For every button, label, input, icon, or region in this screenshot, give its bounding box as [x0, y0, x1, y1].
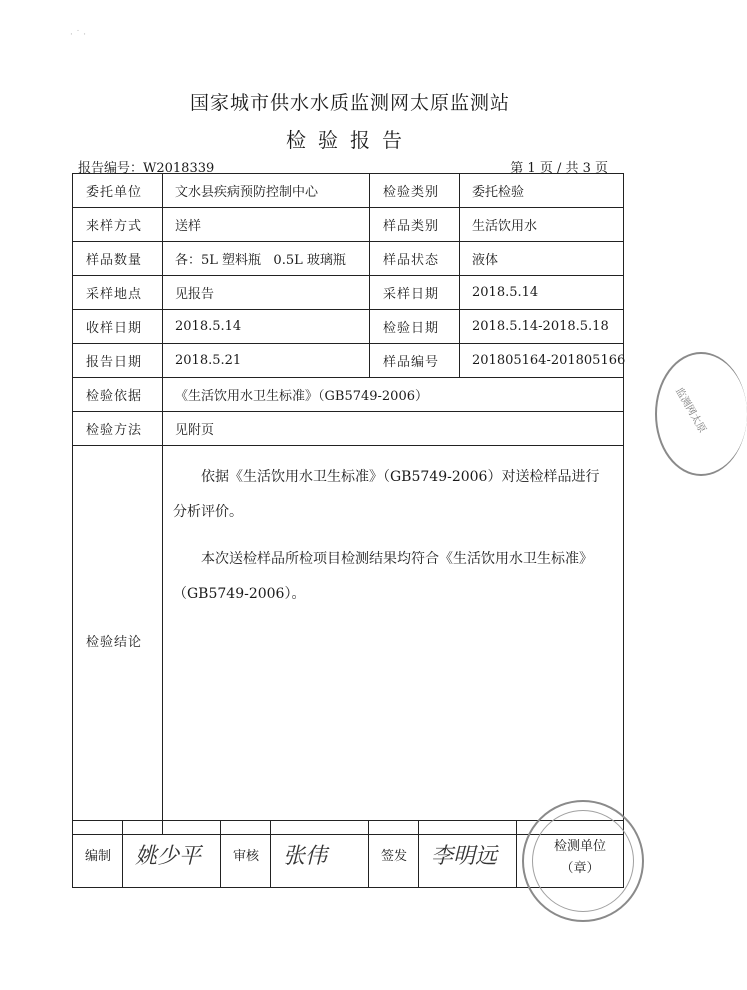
scan-specks: · ˙ · — [70, 30, 86, 40]
reviewer-signature — [271, 821, 369, 888]
field-label: 检验日期 — [370, 310, 460, 344]
field-value: 生活饮用水 — [460, 208, 624, 242]
reviewer-label: 审核 — [221, 821, 271, 888]
table-row — [73, 242, 624, 276]
field-label: 收样日期 — [73, 310, 163, 344]
dept-label-text: 检测单位 — [553, 839, 606, 854]
compiler-sig-text: 姚少平 — [135, 843, 202, 869]
compiler-signature — [123, 821, 221, 888]
report-number: 报告编号：W2018339 — [78, 161, 215, 176]
edge-seal-text: 监测网太原 — [673, 386, 708, 435]
method-value: 见附页 — [163, 412, 624, 446]
field-label: 委托单位 — [73, 174, 163, 208]
field-value: 201805164-201805166 — [460, 344, 624, 378]
basis-label: 检验依据 — [73, 378, 163, 412]
field-value: 委托检验 — [460, 174, 624, 208]
org-title: 国家城市供水水质监测网太原监测站 — [189, 92, 510, 114]
basis-value: 《生活饮用水卫生标准》（GB5749-2006） — [163, 378, 624, 412]
page-info: 第 1 页 / 共 3 页 — [510, 161, 608, 176]
table-row — [73, 344, 624, 378]
conclusion-body — [163, 446, 624, 835]
field-value: 送样 — [163, 208, 370, 242]
approver-signature — [419, 821, 517, 888]
field-label: 报告日期 — [73, 344, 163, 378]
conclusion-paragraph-1: 依据《生活饮用水卫生标准》（GB5749-2006）对送检样品进行分析评价。 — [173, 469, 600, 520]
dept-seal-text: （章） — [560, 861, 600, 876]
conclusion-row — [73, 446, 624, 835]
field-label: 检验类别 — [370, 174, 460, 208]
field-label: 来样方式 — [73, 208, 163, 242]
field-label: 样品编号 — [370, 344, 460, 378]
approver-label: 签发 — [369, 821, 419, 888]
field-value: 液体 — [460, 242, 624, 276]
reviewer-sig-text: 张伟 — [283, 843, 328, 869]
conclusion-paragraph-2: 本次送检样品所检项目检测结果均符合《生活饮用水卫生标准》（GB5749-2006）。 — [173, 551, 593, 602]
field-label: 采样日期 — [370, 276, 460, 310]
field-label: 采样地点 — [73, 276, 163, 310]
table-row — [73, 174, 624, 208]
compiler-label: 编制 — [73, 821, 123, 888]
doc-title: 检验报告 — [286, 128, 414, 152]
dept-label — [537, 836, 623, 880]
table-row — [73, 310, 624, 344]
basis-row — [73, 378, 624, 412]
edge-seal-icon — [655, 352, 747, 476]
field-value: 2018.5.14-2018.5.18 — [460, 310, 624, 344]
field-label: 样品状态 — [370, 242, 460, 276]
field-value: 文水县疾病预防控制中心 — [163, 174, 370, 208]
field-value: 2018.5.14 — [163, 310, 370, 344]
approver-sig-text: 李明远 — [431, 843, 498, 869]
method-row — [73, 412, 624, 446]
conclusion-label: 检验结论 — [73, 446, 163, 835]
field-value: 2018.5.21 — [163, 344, 370, 378]
table-row — [73, 208, 624, 242]
field-label: 样品数量 — [73, 242, 163, 276]
report-table — [72, 173, 624, 835]
table-row — [73, 276, 624, 310]
field-label: 样品类别 — [370, 208, 460, 242]
field-value: 见报告 — [163, 276, 370, 310]
field-value: 2018.5.14 — [460, 276, 624, 310]
field-value: 各：5L 塑料瓶 0.5L 玻璃瓶 — [163, 242, 370, 276]
method-label: 检验方法 — [73, 412, 163, 446]
